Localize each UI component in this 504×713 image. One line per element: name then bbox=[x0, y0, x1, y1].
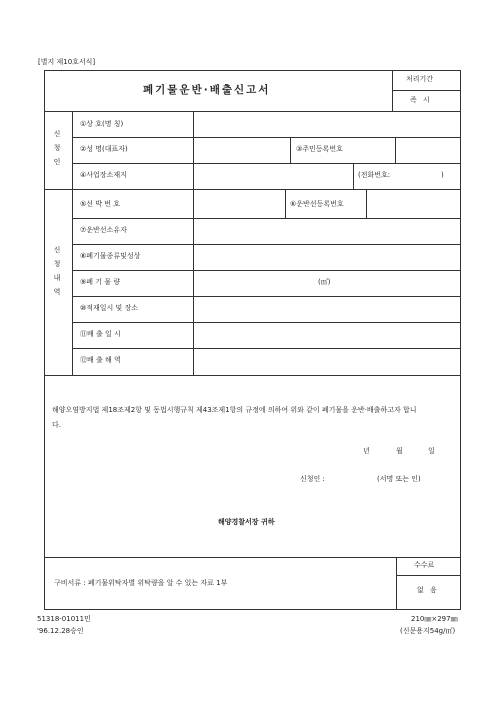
row-line bbox=[72, 270, 461, 271]
paper-size: 210㎜×297㎜ bbox=[411, 615, 458, 623]
reg-value-divider bbox=[366, 189, 367, 218]
transport-reg-label: ⑥운반선등록번호 bbox=[290, 200, 344, 208]
date-day: 일 bbox=[428, 447, 435, 455]
address-label: ④사업장소재지 bbox=[80, 171, 127, 179]
processing-header: 처리기간 bbox=[406, 75, 434, 83]
company-label: ①상 호(명 칭) bbox=[80, 120, 124, 128]
applicant-sign-label: 신청인 : bbox=[300, 475, 325, 483]
id-number-label: ③주민등록번호 bbox=[296, 145, 343, 153]
owner-label: ⑦운반선소유자 bbox=[80, 226, 127, 234]
processing-divider bbox=[392, 70, 393, 112]
id-value-divider bbox=[395, 137, 396, 163]
row-line bbox=[72, 244, 461, 245]
discharge-date-label: ⑪배 출 일 시 bbox=[80, 330, 121, 338]
discharge-area-label: ⑫배 출 해 역 bbox=[80, 356, 121, 364]
form-tag: [별지 제10호서식] bbox=[38, 58, 96, 66]
declaration-text: 해양오염방지법 제18조제2항 및 동법시행규칙 제43조제1항의 규정에 의하여 위와 같이 폐기물을 운반·배출하고자 합니다. bbox=[52, 406, 417, 429]
ship-reg-divider bbox=[285, 189, 286, 218]
fee-value: 없 음 bbox=[417, 586, 439, 594]
border-left bbox=[44, 70, 45, 610]
waste-type-label: ⑧폐기물종류및성상 bbox=[80, 252, 141, 260]
details-bottom-line bbox=[44, 375, 461, 376]
name-label: ②성 명(대표자) bbox=[80, 145, 128, 153]
fee-split bbox=[396, 575, 460, 576]
processing-split bbox=[392, 90, 460, 91]
row-line bbox=[72, 322, 461, 323]
approval-date: '96.12.28승인 bbox=[37, 627, 84, 635]
border-right bbox=[460, 70, 461, 610]
paper-type: (신문용지54g/㎡) bbox=[400, 627, 456, 635]
ship-number-label: ⑤선 박 번 호 bbox=[80, 200, 120, 208]
border-top bbox=[44, 70, 461, 71]
loading-date-label: ⑩적재일시 및 장소 bbox=[80, 304, 139, 312]
form-title: 폐기물운반·배출신고서 bbox=[143, 84, 271, 96]
date-month: 월 bbox=[396, 447, 403, 455]
declaration-bottom-line bbox=[44, 557, 461, 558]
waste-amount-label: ⑨폐 기 물 량 bbox=[80, 278, 120, 286]
row-line bbox=[72, 218, 461, 219]
details-section-label: 신 청 내 역 bbox=[53, 246, 61, 296]
row-line bbox=[72, 348, 461, 349]
address-phone-divider bbox=[353, 163, 354, 189]
title-bottom-line bbox=[44, 111, 461, 112]
phone-label: (전화번호: bbox=[358, 171, 391, 179]
attachments-text: 구비서류 : 폐기물위탁자별 위탁량을 알 수 있는 자료 1부 bbox=[54, 579, 228, 587]
date-year: 년 bbox=[363, 447, 370, 455]
fee-header: 수수료 bbox=[414, 561, 435, 569]
row-line bbox=[72, 137, 461, 138]
applicant-section-label: 신 청 인 bbox=[53, 130, 61, 166]
amount-unit: (㎥) bbox=[318, 278, 331, 286]
phone-close: ) bbox=[441, 171, 444, 179]
addressee: 해양경찰서장 귀하 bbox=[218, 518, 275, 526]
row-line bbox=[72, 296, 461, 297]
name-id-divider bbox=[290, 137, 291, 163]
signature-placeholder: (서명 또는 인) bbox=[377, 475, 421, 483]
applicant-bottom-line bbox=[44, 189, 461, 190]
row-line bbox=[72, 163, 461, 164]
processing-value: 즉 시 bbox=[410, 96, 432, 104]
form-code: 51318-01011민 bbox=[37, 615, 91, 623]
border-bottom bbox=[44, 609, 461, 610]
fee-divider bbox=[396, 557, 397, 610]
